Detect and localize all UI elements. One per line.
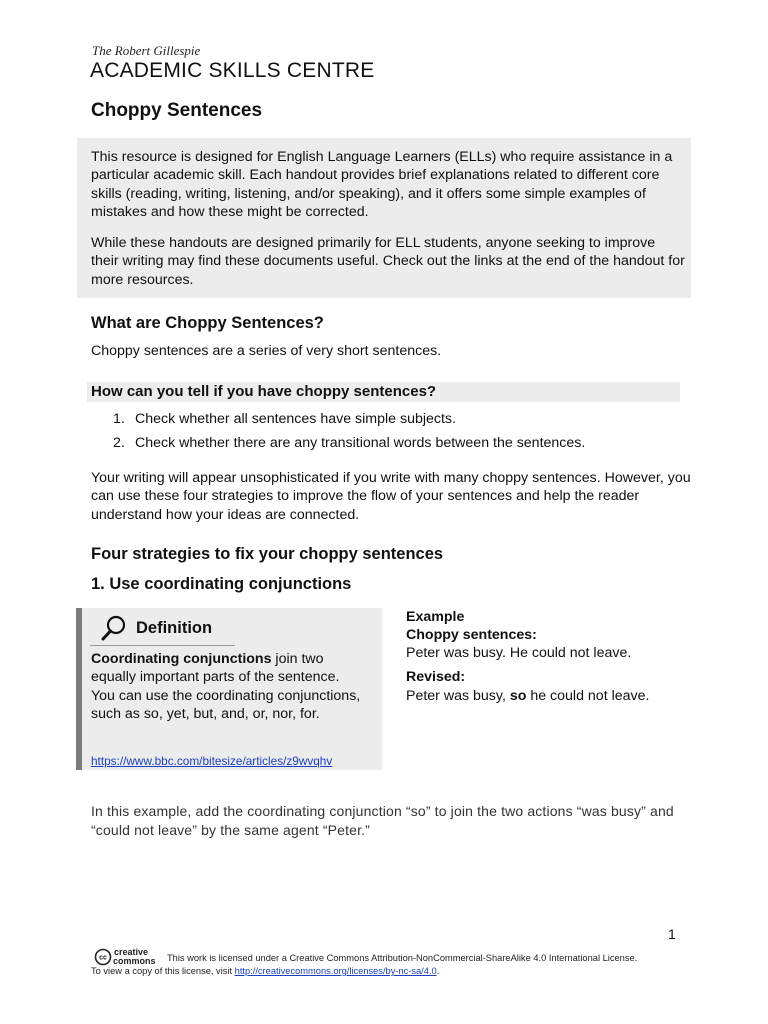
license-line-1: This work is licensed under a Creative Commons Attribution-NonCommercial-ShareAlike 4.0 International License. xyxy=(167,953,638,963)
logo-small-text: The Robert Gillespie xyxy=(92,43,201,58)
magnifier-icon xyxy=(100,614,128,642)
what-text: Choppy sentences are a series of very short sentences. xyxy=(91,343,442,359)
strategies-heading: Four strategies to fix your choppy sentences xyxy=(91,545,444,563)
intro-paragraph-1: This resource is designed for English Language Learners (ELLs) who require assistance in a particular academic skill. Each handout provides brief explanations related to different core skills (reading, writing, listening, and/or speaking), and it offers some simple examples of mistakes and how these might be corrected. xyxy=(91,149,673,221)
logo-title: ACADEMIC SKILLS CENTRE xyxy=(90,59,375,82)
definition-link[interactable]: https://www.bbc.com/bitesize/articles/z9wvqhv xyxy=(91,754,333,768)
definition-divider xyxy=(90,645,235,646)
creative-commons-logo xyxy=(94,946,162,966)
how-heading: How can you tell if you have choppy sentences? xyxy=(91,383,437,400)
license-line-2-suffix: . xyxy=(436,966,440,976)
explanation-note: In this example, add the coordinating conjunction “so” to join the two actions “was busy” and “could not leave” by the same agent “Peter.” xyxy=(91,803,674,838)
example-heading: Example xyxy=(406,609,465,625)
svg-text:creative: creative xyxy=(114,947,149,957)
definition-text xyxy=(91,650,366,724)
appear-paragraph: Your writing will appear unsophisticated if you write with many choppy sentences. However, you can use these four strategies to improve the flow of your sentences and help the reader understand how your ideas are connected. xyxy=(91,470,691,523)
revised-text-before: Peter was busy, xyxy=(406,688,510,704)
revised-conjunction: so xyxy=(509,688,527,704)
revised-example xyxy=(406,688,649,704)
list-item-number: 1. xyxy=(113,411,125,427)
definition-body: join two equally important parts of the sentence. You can use the coordinating conjunctions, such as so, yet, but, and, or, nor, for. xyxy=(91,651,361,723)
what-heading: What are Choppy Sentences? xyxy=(91,314,324,332)
definition-term: Coordinating conjunctions xyxy=(91,651,272,667)
choppy-heading: Choppy sentences: xyxy=(406,627,537,643)
strategy-1-heading: 1. Use coordinating conjunctions xyxy=(91,575,352,593)
list-item-text: Check whether all sentences have simple subjects. xyxy=(135,411,456,427)
license-line-2-prefix: To view a copy of this license, visit xyxy=(91,966,235,976)
revised-text-after: he could not leave. xyxy=(526,688,650,704)
revised-heading: Revised: xyxy=(406,669,466,685)
list-item xyxy=(113,410,585,428)
svg-text:cc: cc xyxy=(99,954,107,962)
license-line-2 xyxy=(91,966,439,976)
svg-text:commons: commons xyxy=(113,956,156,966)
page-number: 1 xyxy=(668,926,676,942)
list-item xyxy=(113,434,585,452)
intro-paragraph-2: While these handouts are designed primarily for ELL students, anyone seeking to improve their writing may find these documents useful. Check out the links at the end of the handout for more resources. xyxy=(91,235,685,288)
definition-title: Definition xyxy=(136,619,213,637)
page-title: Choppy Sentences xyxy=(91,100,263,121)
list-item-text: Check whether there are any transitional words between the sentences. xyxy=(135,435,586,451)
how-list xyxy=(113,410,585,458)
list-item-number: 2. xyxy=(113,435,125,451)
choppy-example: Peter was busy. He could not leave. xyxy=(406,645,632,661)
license-link[interactable]: http://creativecommons.org/licenses/by-nc-sa/4.0 xyxy=(234,966,437,976)
